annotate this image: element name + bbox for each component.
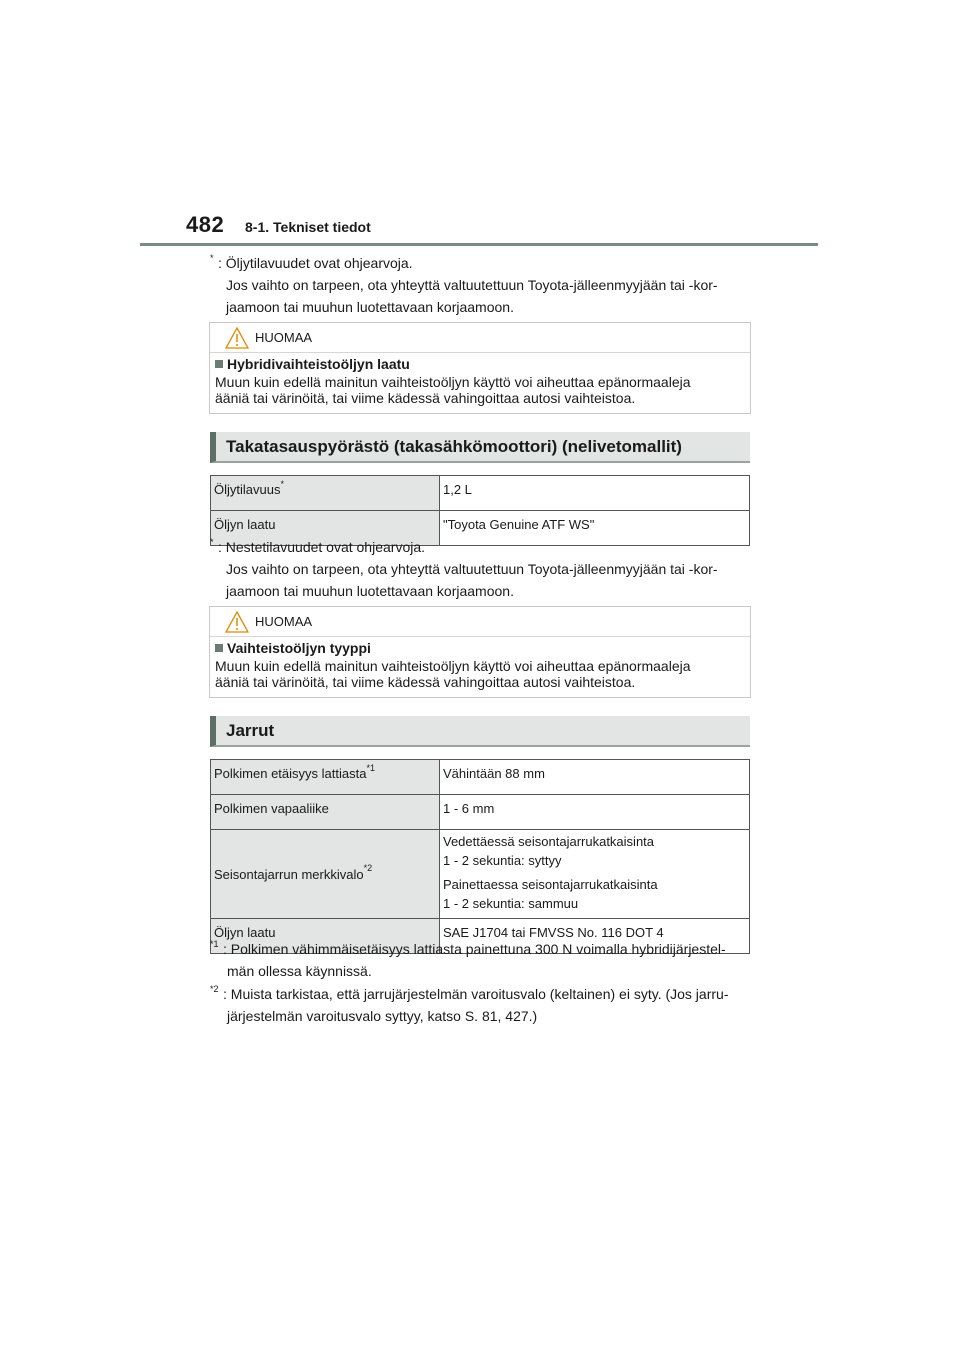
caution-text: ääniä tai värinöitä, tai viime kädessä vahingoittaa autosi vaihteistoa. [215,674,636,690]
caution-subtitle-text: Vaihteistoöljyn tyyppi [227,640,371,656]
capacity-note: * : Öljytilavuudet ovat ohjearvoja. Jos vaihto on tarpeen, ota yhteyttä valtuutettuun Toyota-jälleenmyyjään tai -kor- jaamoon tai muuhun luotettavaan korjaamoon. [210,252,755,318]
value-line: Painettaessa seisontajarrukatkaisinta [443,877,658,892]
note-line: Jos vaihto on tarpeen, ota yhteyttä valtuutettuun Toyota-jälleenmyyjään tai -kor- [226,561,718,577]
note-line: jaamoon tai muuhun luotettavaan korjaamoon. [226,299,514,315]
caution-subtitle [215,640,745,656]
value-line: 1 - 2 sekuntia: syttyy [443,853,562,868]
table-row [211,795,750,830]
footnote: *2 : Muista tarkistaa, että jarrujärjestelmän varoitusvalo (keltainen) ei syty. (Jos jarru- järjestelmän varoitusvalo syttyy, katso S. 81, 427.) [210,983,755,1027]
section-heading-rear-differential: Takatasauspyörästö (takasähkömoottori) (nelivetomallit) [210,432,750,463]
square-bullet-icon [215,644,223,652]
footnote: *1 : Polkimen vähimmäisetäisyys lattiasta painettuna 300 N voimalla hybridijärjestel- män ollessa käynnissä. [210,938,755,982]
caution-text: ääniä tai värinöitä, tai viime kädessä vahingoittaa autosi vaihteistoa. [215,390,636,406]
section-heading-brakes: Jarrut [210,716,750,747]
value-line: Vedettäessä seisontajarrukatkaisinta [443,834,655,849]
table-key: Öljytilavuus* [211,476,440,511]
table-value: SAE J1704 tai FMVSS No. 116 DOT 4 [440,919,750,954]
note-line: jaamoon tai muuhun luotettavaan korjaamoon. [226,583,514,599]
note-line: : Nestetilavuudet ovat ohjearvoja. [218,539,426,555]
footnote-line: järjestelmän varoitusvalo syttyy, katso S. 81, 427.) [227,1008,538,1024]
table-row [211,760,750,795]
value-line: 1 - 2 sekuntia: sammuu [443,896,579,911]
table-value: "Toyota Genuine ATF WS" [440,511,750,546]
table-key: Seisontajarrun merkkivalo$^{*2}$ [211,830,440,919]
footnote-line: män ollessa käynnissä. [227,963,372,979]
table-row [211,476,750,511]
caution-box [209,606,751,698]
caution-text: Muun kuin edellä mainitun vaihteistoöljyn käyttö voi aiheuttaa epänormaaleja [215,374,691,390]
table-value: 1 - 6 mm [440,795,750,830]
caution-title: HUOMAA [255,614,313,629]
header-rule [140,243,818,246]
caution-subtitle-text: Hybridivaihteistoöljyn laatu [227,356,410,372]
footnote-line: : Muista tarkistaa, että jarrujärjestelmän varoitusvalo (keltainen) ei syty. (Jos jarru- [223,986,729,1002]
table-value: 1,2 L [440,476,750,511]
caution-header [210,607,750,637]
caution-box [209,322,751,414]
table-key: Polkimen vapaaliike [211,795,440,830]
brakes-table [210,759,750,954]
square-bullet-icon [215,360,223,368]
caution-header [210,323,750,353]
section-title: 8-1. Tekniset tiedot [245,219,371,235]
caution-text: Muun kuin edellä mainitun vaihteistoöljyn käyttö voi aiheuttaa epänormaaleja [215,658,691,674]
table-key: Öljyn laatu [211,511,440,546]
caution-title: HUOMAA [255,330,313,345]
caution-subtitle [215,356,745,372]
page-number: 482 [186,212,225,237]
warning-triangle-icon [225,611,249,636]
note-line: : Öljytilavuudet ovat ohjearvoja. [218,255,413,271]
table-row [211,830,750,919]
fluid-capacity-note: * : Nestetilavuudet ovat ohjearvoja. Jos vaihto on tarpeen, ota yhteyttä valtuutettuun Toyota-jälleenmyyjään tai -kor- jaamoon tai muuhun luotettavaan korjaamoon. [210,536,755,602]
table-key: Polkimen etäisyys lattiasta$^{*1}$ [211,760,440,795]
table-key: Öljyn laatu [211,919,440,954]
warning-triangle-icon [225,327,249,352]
note-line: Jos vaihto on tarpeen, ota yhteyttä valtuutettuun Toyota-jälleenmyyjään tai -kor- [226,277,718,293]
footnote-line: : Polkimen vähimmäisetäisyys lattiasta painettuna 300 N voimalla hybridijärjestel- [223,941,726,957]
table-value: Vähintään 88 mm [440,760,750,795]
table-value [440,830,750,919]
